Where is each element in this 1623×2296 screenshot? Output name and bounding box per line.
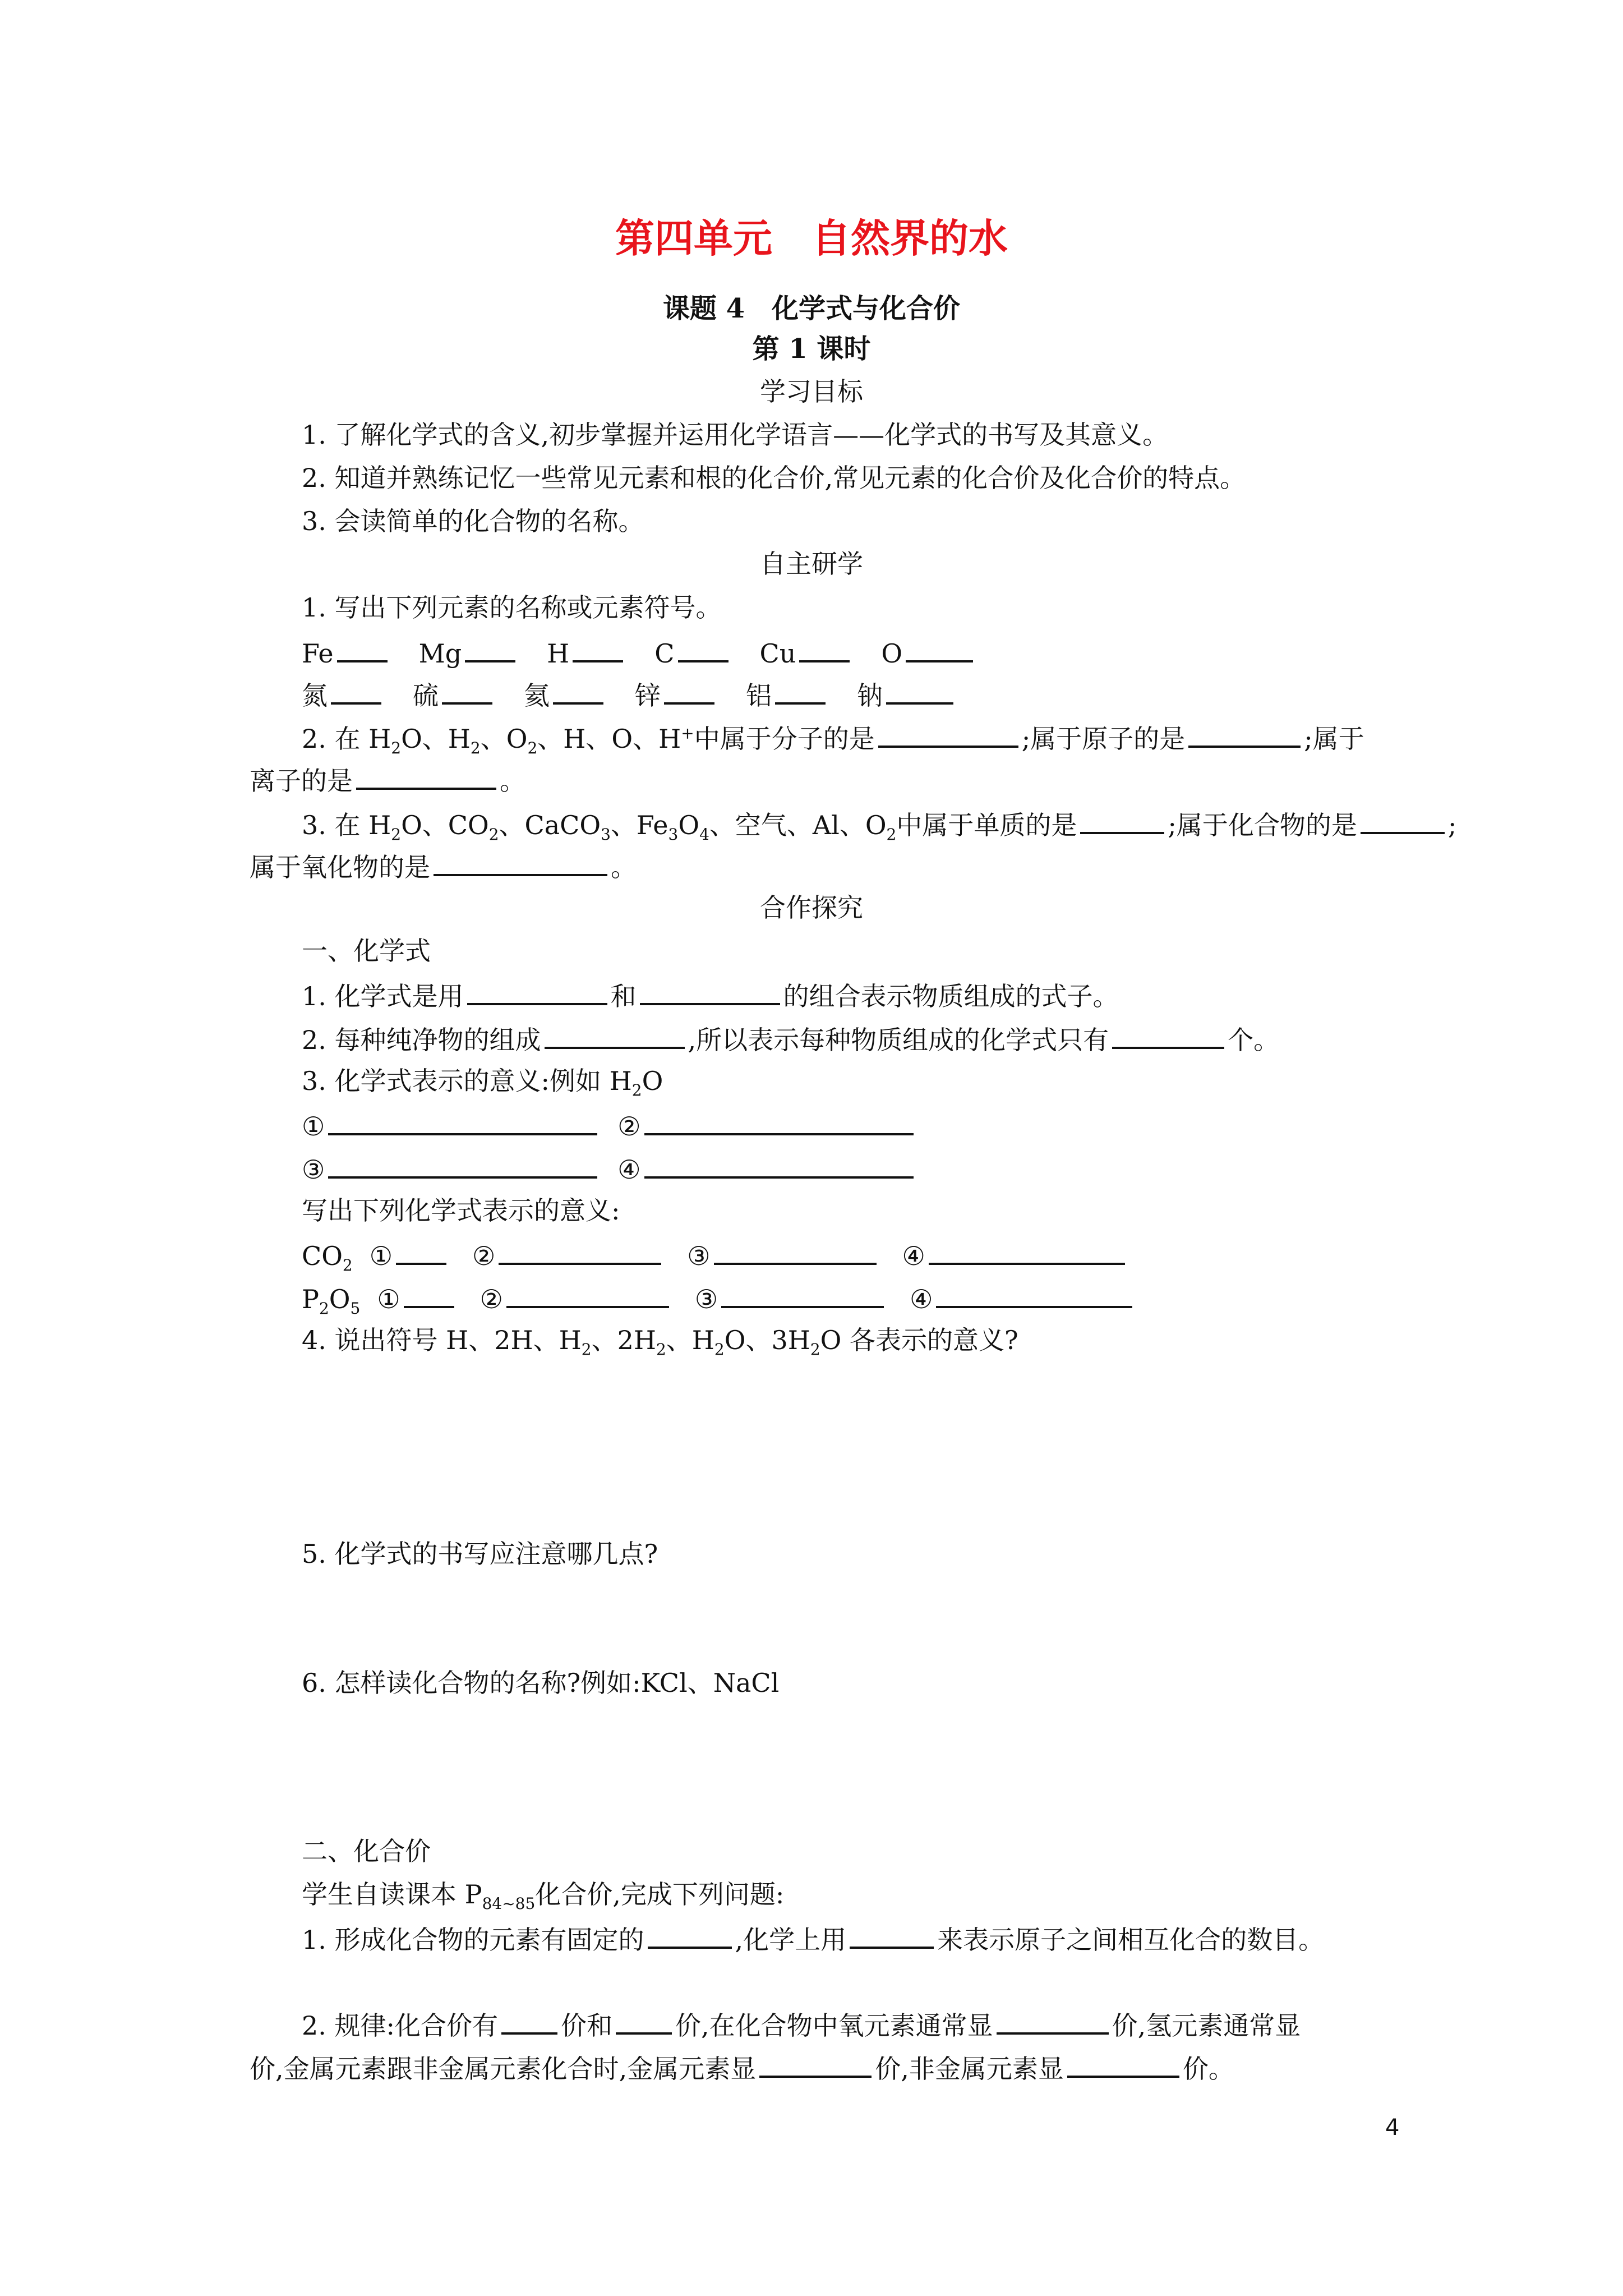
symbol-o: O bbox=[881, 638, 903, 669]
goal-1: 1. 了解化学式的含义,初步掌握并运用化学语言——化学式的书写及其意义。 bbox=[302, 420, 1169, 450]
answer-blank[interactable] bbox=[1067, 2050, 1179, 2078]
co2-meaning-row: $CO_2$ ① ② ③ ④ bbox=[302, 1237, 1128, 1273]
name-aluminum: 铝 bbox=[746, 680, 772, 711]
answer-blank[interactable] bbox=[936, 1280, 1132, 1308]
symbol-c: C bbox=[654, 638, 675, 669]
name-sulfur: 硫 bbox=[413, 680, 439, 711]
goal-2: 2. 知道并熟练记忆一些常见元素和根的化合价,常见元素的化合价及化合价的特点。 bbox=[302, 463, 1246, 493]
symbol-mg: Mg bbox=[418, 638, 462, 669]
answer-blank[interactable] bbox=[640, 977, 780, 1005]
page-number: 4 bbox=[1385, 2115, 1400, 2141]
answer-blank[interactable] bbox=[775, 677, 826, 705]
answer-blank[interactable] bbox=[501, 2007, 557, 2035]
part2-q1: 1. 形成化合物的元素有固定的 ,化学上用 来表示原子之间相互化合的数目。 bbox=[302, 1921, 1324, 1957]
answer-blank[interactable] bbox=[337, 634, 388, 662]
self-study-q2-line2: 离子的是 。 bbox=[250, 762, 525, 798]
answer-blank[interactable] bbox=[404, 1280, 454, 1308]
part1-q4: 4. 说出符号 H、2H、$H_2$、$2H_2$、$H_2O$、$3H_2O$ 各表示的意义? bbox=[302, 1325, 1018, 1359]
part1-q2: 2. 每种纯净物的组成 ,所以表示每种物质组成的化学式只有 个。 bbox=[302, 1021, 1279, 1057]
answer-blank[interactable] bbox=[499, 1237, 661, 1265]
answer-blank[interactable] bbox=[356, 762, 496, 790]
answer-blank[interactable] bbox=[1188, 720, 1301, 748]
answer-blank[interactable] bbox=[1361, 806, 1445, 834]
answer-blank[interactable] bbox=[721, 1280, 884, 1308]
answer-blank[interactable] bbox=[465, 634, 515, 662]
answer-blank[interactable] bbox=[678, 634, 728, 662]
answer-blank[interactable] bbox=[906, 634, 973, 662]
answer-blank[interactable] bbox=[506, 1280, 669, 1308]
answer-blank[interactable] bbox=[1080, 806, 1164, 834]
part2-q2-line1: 2. 规律:化合价有 价和 价,在化合物中氧元素通常显 价,氢元素通常显 bbox=[302, 2007, 1301, 2042]
answer-blank[interactable] bbox=[799, 634, 850, 662]
answer-blank[interactable] bbox=[850, 1921, 934, 1949]
period-label: 第 1 课时 bbox=[752, 333, 871, 365]
part1-q6: 6. 怎样读化合物的名称?例如:KCl、NaCl bbox=[302, 1668, 780, 1698]
answer-blank[interactable] bbox=[434, 848, 607, 876]
p2o5-meaning-row: $P_2O_5$ ① ② ③ ④ bbox=[302, 1280, 1136, 1316]
part1-q1: 1. 化学式是用 和 的组合表示物质组成的式子。 bbox=[302, 977, 1119, 1013]
answer-blank[interactable] bbox=[331, 677, 381, 705]
answer-blank[interactable] bbox=[442, 677, 492, 705]
element-symbol-row bbox=[302, 634, 976, 670]
answer-blank[interactable] bbox=[997, 2007, 1109, 2035]
answer-blank[interactable] bbox=[648, 1921, 732, 1949]
answer-blank[interactable] bbox=[664, 677, 714, 705]
answer-blank[interactable] bbox=[545, 1021, 685, 1049]
part1-heading: 一、化学式 bbox=[302, 936, 431, 966]
name-helium: 氦 bbox=[524, 680, 550, 711]
symbol-h: H bbox=[547, 638, 570, 669]
answer-blank[interactable] bbox=[886, 677, 953, 705]
answer-blank[interactable] bbox=[714, 1237, 877, 1265]
name-zinc: 锌 bbox=[635, 680, 661, 711]
write-meaning-label: 写出下列化学式表示的意义: bbox=[302, 1195, 620, 1226]
answer-blank[interactable] bbox=[644, 1151, 914, 1179]
self-study-q1: 1. 写出下列元素的名称或元素符号。 bbox=[302, 592, 722, 623]
unit-title: 第四单元 自然界的水 bbox=[615, 215, 1008, 261]
answer-blank[interactable] bbox=[759, 2050, 872, 2078]
answer-blank[interactable] bbox=[644, 1107, 914, 1135]
answer-blank[interactable] bbox=[328, 1151, 597, 1179]
part2-q2-line2: 价,金属元素跟非金属元素化合时,金属元素显 价,非金属元素显 价。 bbox=[250, 2050, 1234, 2086]
answer-blank[interactable] bbox=[396, 1237, 446, 1265]
symbol-cu: Cu bbox=[759, 638, 796, 669]
goal-3: 3. 会读简单的化合物的名称。 bbox=[302, 506, 644, 536]
name-nitrogen: 氮 bbox=[302, 680, 328, 711]
part1-q5: 5. 化学式的书写应注意哪几点? bbox=[302, 1539, 658, 1569]
self-study-q2-line1: 2. 在 $H_2O$、$H_2$、$O_2$、H、O、H+中属于分子的是 ;属于原子的是 ;属于 bbox=[302, 720, 1364, 756]
answer-blank[interactable] bbox=[553, 677, 603, 705]
part2-read-instruction: 学生自读课本 $P_{84\sim 85}$化合价,完成下列问题: bbox=[302, 1879, 785, 1913]
section-goals-heading: 学习目标 bbox=[760, 376, 863, 407]
part2-heading: 二、化合价 bbox=[302, 1836, 431, 1866]
self-study-q3-line2: 属于氧化物的是 。 bbox=[250, 848, 637, 884]
meaning-row-1: ① ② bbox=[302, 1107, 917, 1143]
answer-blank[interactable] bbox=[929, 1237, 1125, 1265]
answer-blank[interactable] bbox=[467, 977, 607, 1005]
section-self-study-heading: 自主研学 bbox=[760, 549, 863, 579]
name-sodium: 钠 bbox=[857, 680, 883, 711]
section-coop-heading: 合作探究 bbox=[760, 892, 863, 923]
element-name-row bbox=[302, 677, 957, 712]
symbol-fe: Fe bbox=[302, 638, 334, 669]
part1-q3: 3. 化学式表示的意义:例如 $H_2O$ bbox=[302, 1066, 663, 1100]
self-study-q3-line1: 3. 在 $H_2O$、$CO_2$、CaCO$_3$、$Fe_3O_4$、空气、Al、$O_2$中属于单质的是 ;属于化合物的是 ; bbox=[302, 806, 1456, 842]
answer-blank[interactable] bbox=[1112, 1021, 1224, 1049]
answer-blank[interactable] bbox=[878, 720, 1018, 748]
meaning-row-2: ③ ④ bbox=[302, 1151, 917, 1186]
lesson-title: 课题 4 化学式与化合价 bbox=[662, 293, 961, 324]
answer-blank[interactable] bbox=[573, 634, 623, 662]
answer-blank[interactable] bbox=[616, 2007, 672, 2035]
answer-blank[interactable] bbox=[328, 1107, 597, 1135]
